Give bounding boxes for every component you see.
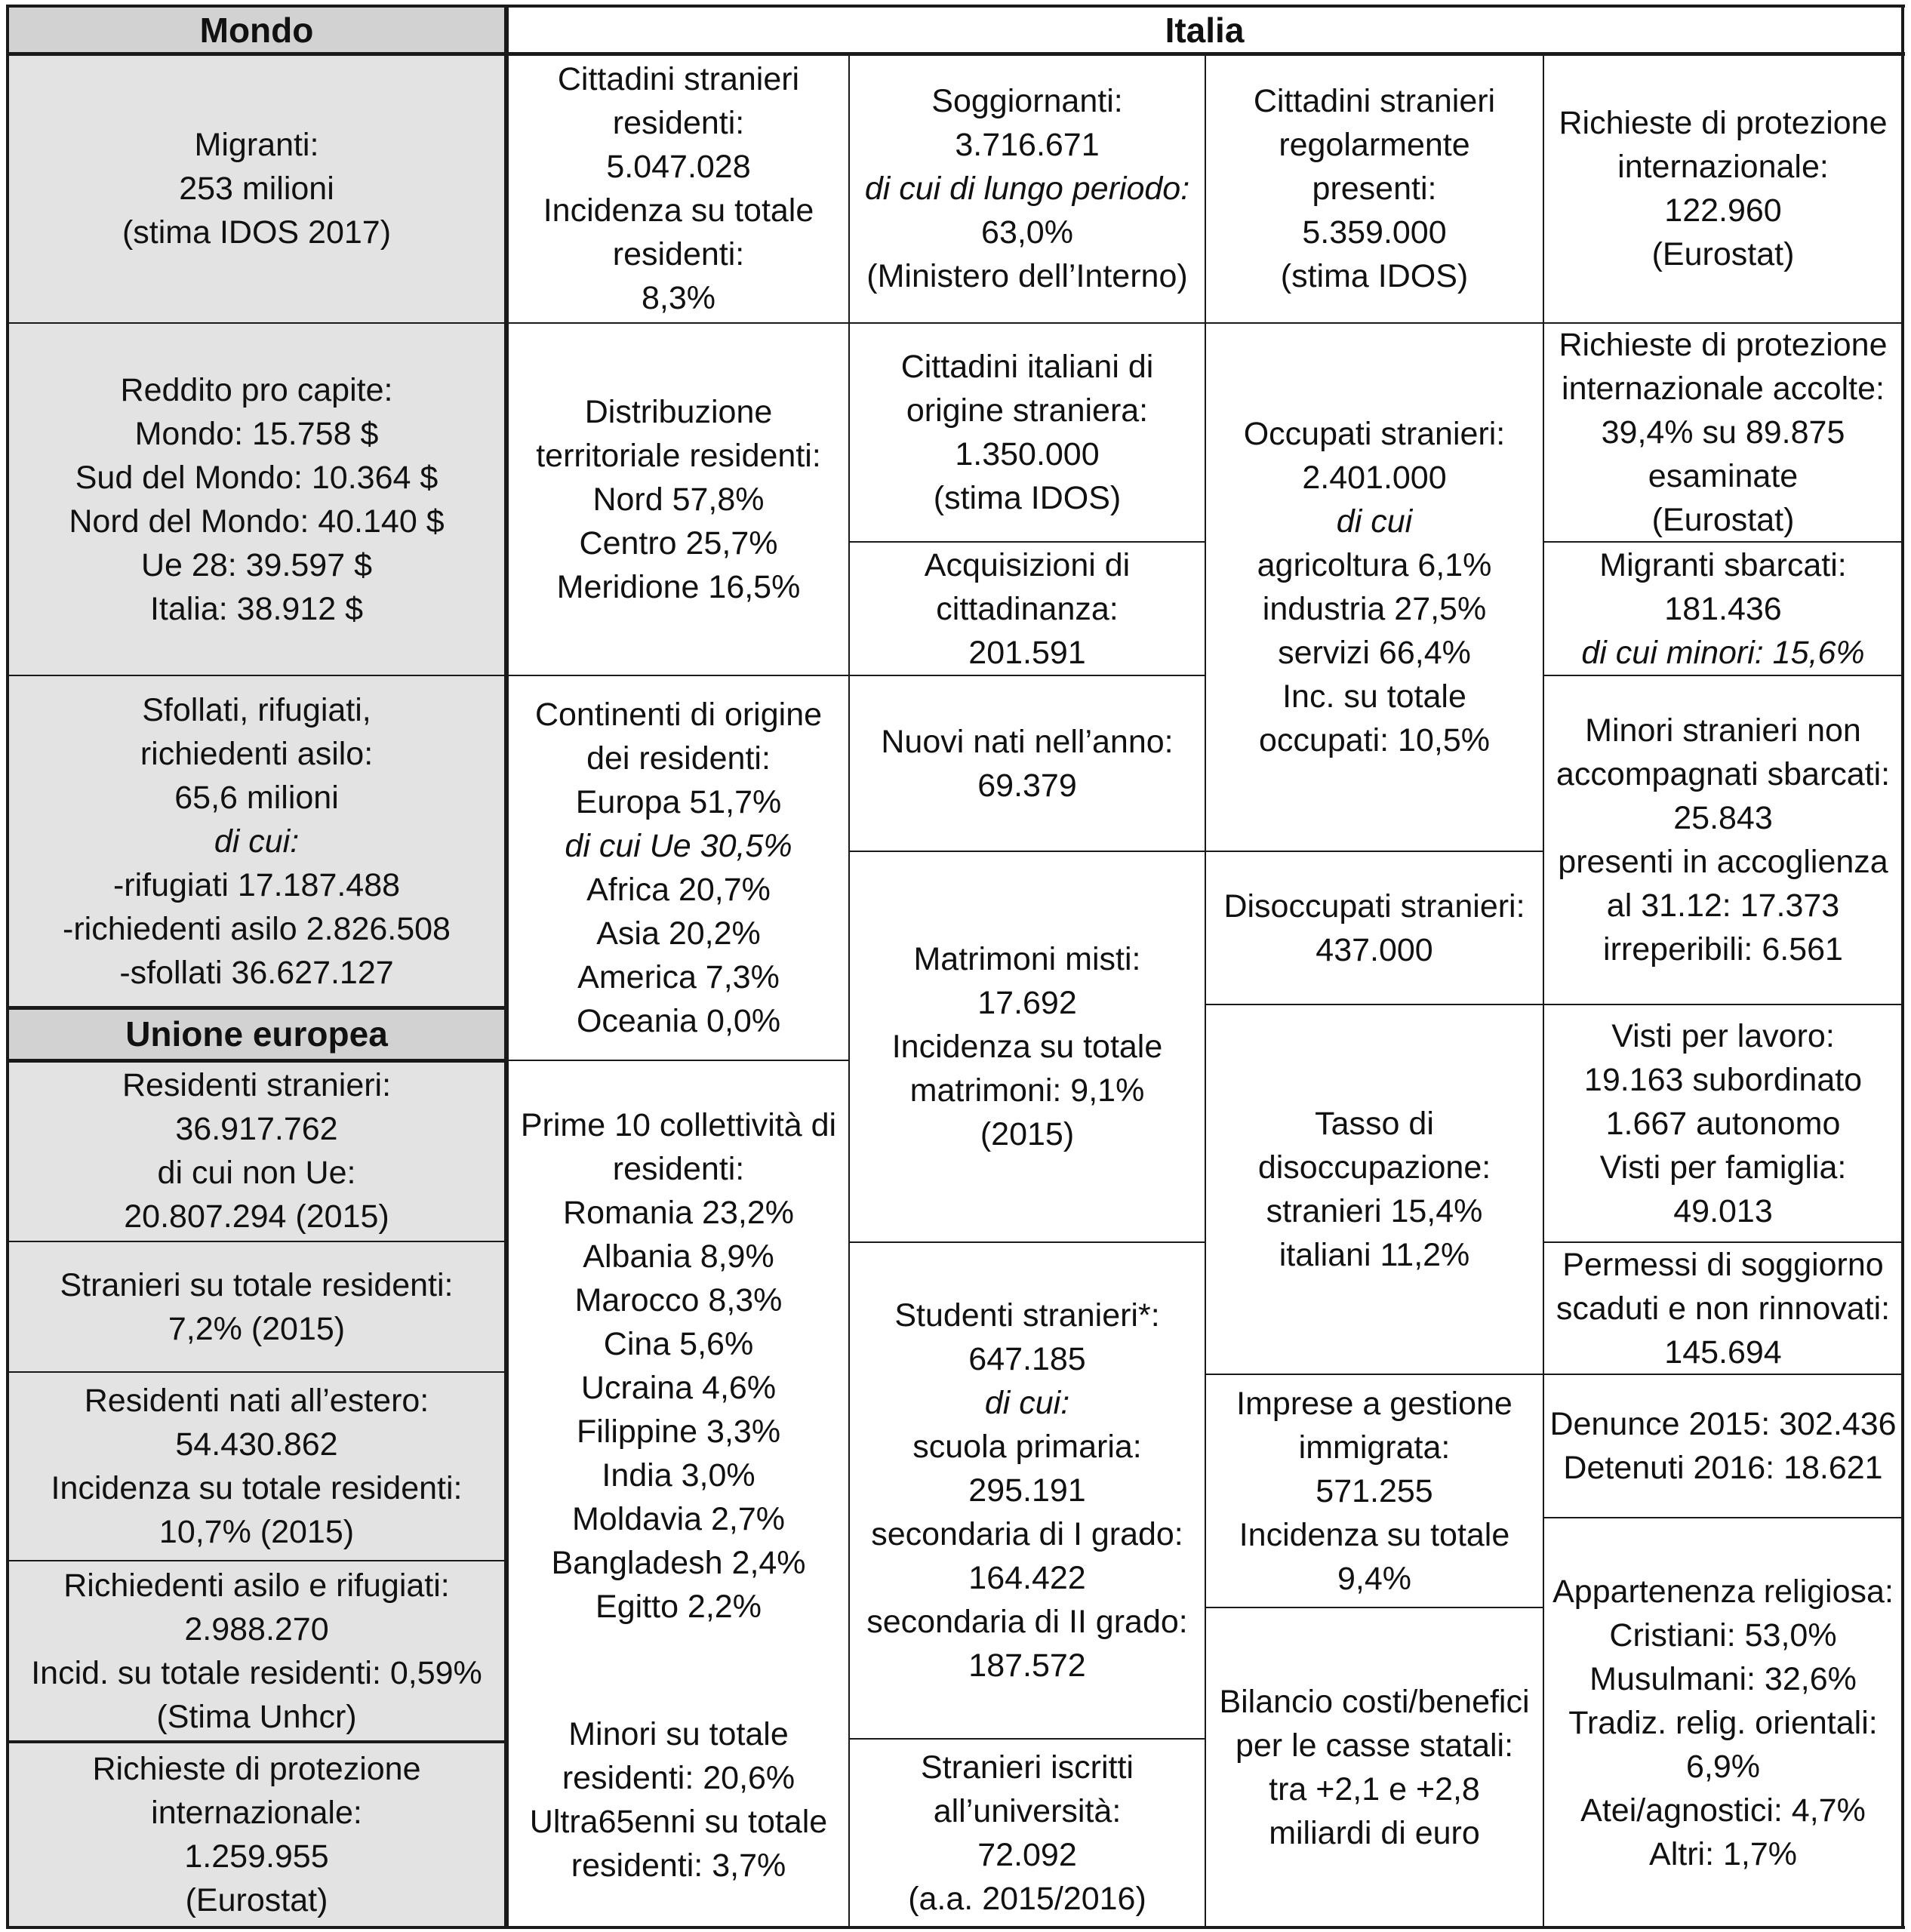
table-border-bottom xyxy=(6,1926,1905,1929)
col-divider xyxy=(1543,54,1544,1929)
cell-regolarmente-presenti: Cittadini stranieri regolarmente presenti: 5.359.000 (stima IDOS) xyxy=(1253,83,1496,294)
col-divider xyxy=(1205,54,1206,1929)
row-divider xyxy=(8,322,506,324)
cell-imprese-gestione-immigrata: Imprese a gestione immigrata: 571.255 Incidenza su totale 9,4% xyxy=(1236,1385,1512,1597)
cell-disoccupati-stranieri: Disoccupati stranieri: 437.000 xyxy=(1223,888,1525,968)
row-divider xyxy=(850,541,1205,543)
row-divider xyxy=(8,1059,506,1063)
table-border-top xyxy=(6,5,1905,8)
row-divider xyxy=(850,322,1205,324)
table-border-left xyxy=(6,5,9,1929)
cell-matrimoni-misti: Matrimoni misti: 17.692 Incidenza su totale matrimoni: 9,1% (2015) xyxy=(891,941,1163,1152)
row-divider xyxy=(1544,1241,1902,1243)
row-divider xyxy=(850,675,1205,676)
row-divider xyxy=(1206,1374,1543,1375)
row-divider xyxy=(1544,541,1902,543)
row-divider xyxy=(8,1006,506,1010)
cell-soggiornanti: Soggiornanti: 3.716.671 di cui di lungo periodo: 63,0% (Ministero dell’Interno) xyxy=(864,83,1190,294)
cell-reddito-pro-capite: Reddito pro capite: Mondo: 15.758 $ Sud del Mondo: 10.364 $ Nord del Mondo: 40.140 $ Ue 28: 39.597 $ Italia: 38.912 $ xyxy=(8,323,506,675)
cell-italiani-origine-straniera: Cittadini italiani di origine straniera: 1.350.000 (stima IDOS) xyxy=(900,349,1154,516)
cell-migranti-sbarcati: Migranti sbarcati: 181.436 di cui minori: 15,6% xyxy=(1581,546,1865,671)
cell-ue-stranieri-su-totale: Stranieri su totale residenti: 7,2% (2015) xyxy=(8,1241,506,1372)
cell-tasso-disoccupazione: Tasso di disoccupazione: stranieri 15,4% italiani 11,2% xyxy=(1257,1106,1491,1273)
header-italia: Italia xyxy=(1165,11,1245,50)
row-divider xyxy=(1544,1374,1902,1375)
row-divider xyxy=(509,1060,848,1061)
cell-denunce-detenuti: Denunce 2015: 302.436 Detenuti 2016: 18.621 xyxy=(1549,1406,1897,1486)
row-divider xyxy=(1206,1607,1543,1608)
row-divider xyxy=(8,1560,506,1561)
cell-bilancio-costi-benefici: Bilancio costi/benefici per le casse statali: tra +2,1 e +2,8 miliardi di euro xyxy=(1219,1684,1530,1851)
row-divider xyxy=(1206,1004,1543,1005)
cell-acquisizioni-cittadinanza: Acquisizioni di cittadinanza: 201.591 xyxy=(924,546,1131,671)
cell-ue-nati-estero: Residenti nati all’estero: 54.430.862 Incidenza su totale residenti: 10,7% (2015) xyxy=(8,1372,506,1561)
header-mondo: Mondo xyxy=(8,6,506,54)
row-divider xyxy=(1544,322,1902,324)
cell-distribuzione-territoriale: Distribuzione territoriale residenti: Nord 57,8% Centro 25,7% Meridione 16,5% xyxy=(536,393,821,605)
row-divider xyxy=(850,851,1205,852)
table-border-right xyxy=(1901,5,1904,1929)
cell-studenti-stranieri: Studenti stranieri*: 647.185 di cui: scuola primaria: 295.191 secondaria di I grado: 164.422 secondaria di II grado: 187.572 xyxy=(866,1297,1188,1684)
divider-mondo-italia xyxy=(504,5,509,1929)
row-divider xyxy=(509,322,848,324)
cell-sfollati: Sfollati, rifugiati, richiedenti asilo: 65,6 milioni di cui: -rifugiati 17.187.488 -richiedenti asilo 2.826.508 -sfollati 36.627.127 xyxy=(8,675,506,1008)
header-unione-europea: Unione europea xyxy=(8,1008,506,1060)
cell-ue-richiedenti-asilo: Richiedenti asilo e rifugiati: 2.988.270 Incid. su totale residenti: 0,59% (Stima Unhcr) xyxy=(8,1561,506,1742)
cell-ue-richieste-protezione: Richieste di protezione internazionale: 1.259.955 (Eurostat) xyxy=(8,1742,506,1927)
row-divider xyxy=(8,1740,506,1743)
cell-appartenenza-religiosa: Appartenenza religiosa: Cristiani: 53,0% Musulmani: 32,6% Tradiz. relig. orientali: 6,9% Atei/agnostici: 4,7% Altri: 1,7% xyxy=(1552,1573,1894,1872)
row-divider xyxy=(1544,1517,1902,1518)
cell-permessi-scaduti: Permessi di soggiorno scaduti e non rinnovati: 145.694 xyxy=(1556,1246,1891,1371)
cell-minori-non-accompagnati: Minori stranieri non accompagnati sbarcati: 25.843 presenti in accoglienza al 31.12: 17.373 irreperibili: 6.561 xyxy=(1556,712,1891,968)
cell-migranti: Migranti: 253 milioni (stima IDOS 2017) xyxy=(8,54,506,323)
header-divider xyxy=(6,52,1905,56)
col-divider xyxy=(848,54,850,1929)
row-divider xyxy=(8,1241,506,1242)
cell-occupati-stranieri: Occupati stranieri: 2.401.000 di cui agricoltura 6,1% industria 27,5% servizi 66,4% Inc. su totale occupati: 10,5% xyxy=(1243,416,1506,758)
row-divider xyxy=(850,1738,1205,1740)
row-divider xyxy=(1544,675,1902,676)
row-divider xyxy=(8,675,506,676)
cell-prime-10-collettivita: Prime 10 collettività di residenti: Romania 23,2% Albania 8,9% Marocco 8,3% Cina 5,6% Ucraina 4,6% Filippine 3,3% India 3,0% Moldavia 2,7% Bangladesh 2,4% Egitto 2,2% xyxy=(520,1107,837,1625)
cell-cittadini-stranieri-residenti: Cittadini stranieri residenti: 5.047.028 Incidenza su totale residenti: 8,3% xyxy=(543,61,814,316)
row-divider xyxy=(1206,851,1543,852)
row-divider xyxy=(509,675,848,676)
cell-richieste-accolte: Richieste di protezione internazionale accolte: 39,4% su 89.875 esaminate (Eurostat) xyxy=(1559,327,1888,538)
cell-minori-su-totale: Minori su totale residenti: 20,6% Ultra65enni su totale residenti: 3,7% xyxy=(529,1715,828,1884)
cell-continenti-origine: Continenti di origine dei residenti: Europa 51,7% di cui Ue 30,5% Africa 20,7% Asia 20,2% America 7,3% Oceania 0,0% xyxy=(534,697,823,1039)
row-divider xyxy=(1544,1004,1902,1005)
row-divider xyxy=(1206,322,1543,324)
cell-stranieri-universita: Stranieri iscritti all’università: 72.092 (a.a. 2015/2016) xyxy=(908,1749,1146,1917)
cell-nuovi-nati: Nuovi nati nell’anno: 69.379 xyxy=(881,723,1174,804)
cell-ue-residenti-stranieri: Residenti stranieri: 36.917.762 di cui non Ue: 20.807.294 (2015) xyxy=(8,1060,506,1241)
row-divider xyxy=(8,1371,506,1373)
cell-visti: Visti per lavoro: 19.163 subordinato 1.667 autonomo Visti per famiglia: 49.013 xyxy=(1583,1017,1863,1229)
cell-richieste-protezione: Richieste di protezione internazionale: 122.960 (Eurostat) xyxy=(1559,105,1888,272)
row-divider xyxy=(850,1241,1205,1243)
